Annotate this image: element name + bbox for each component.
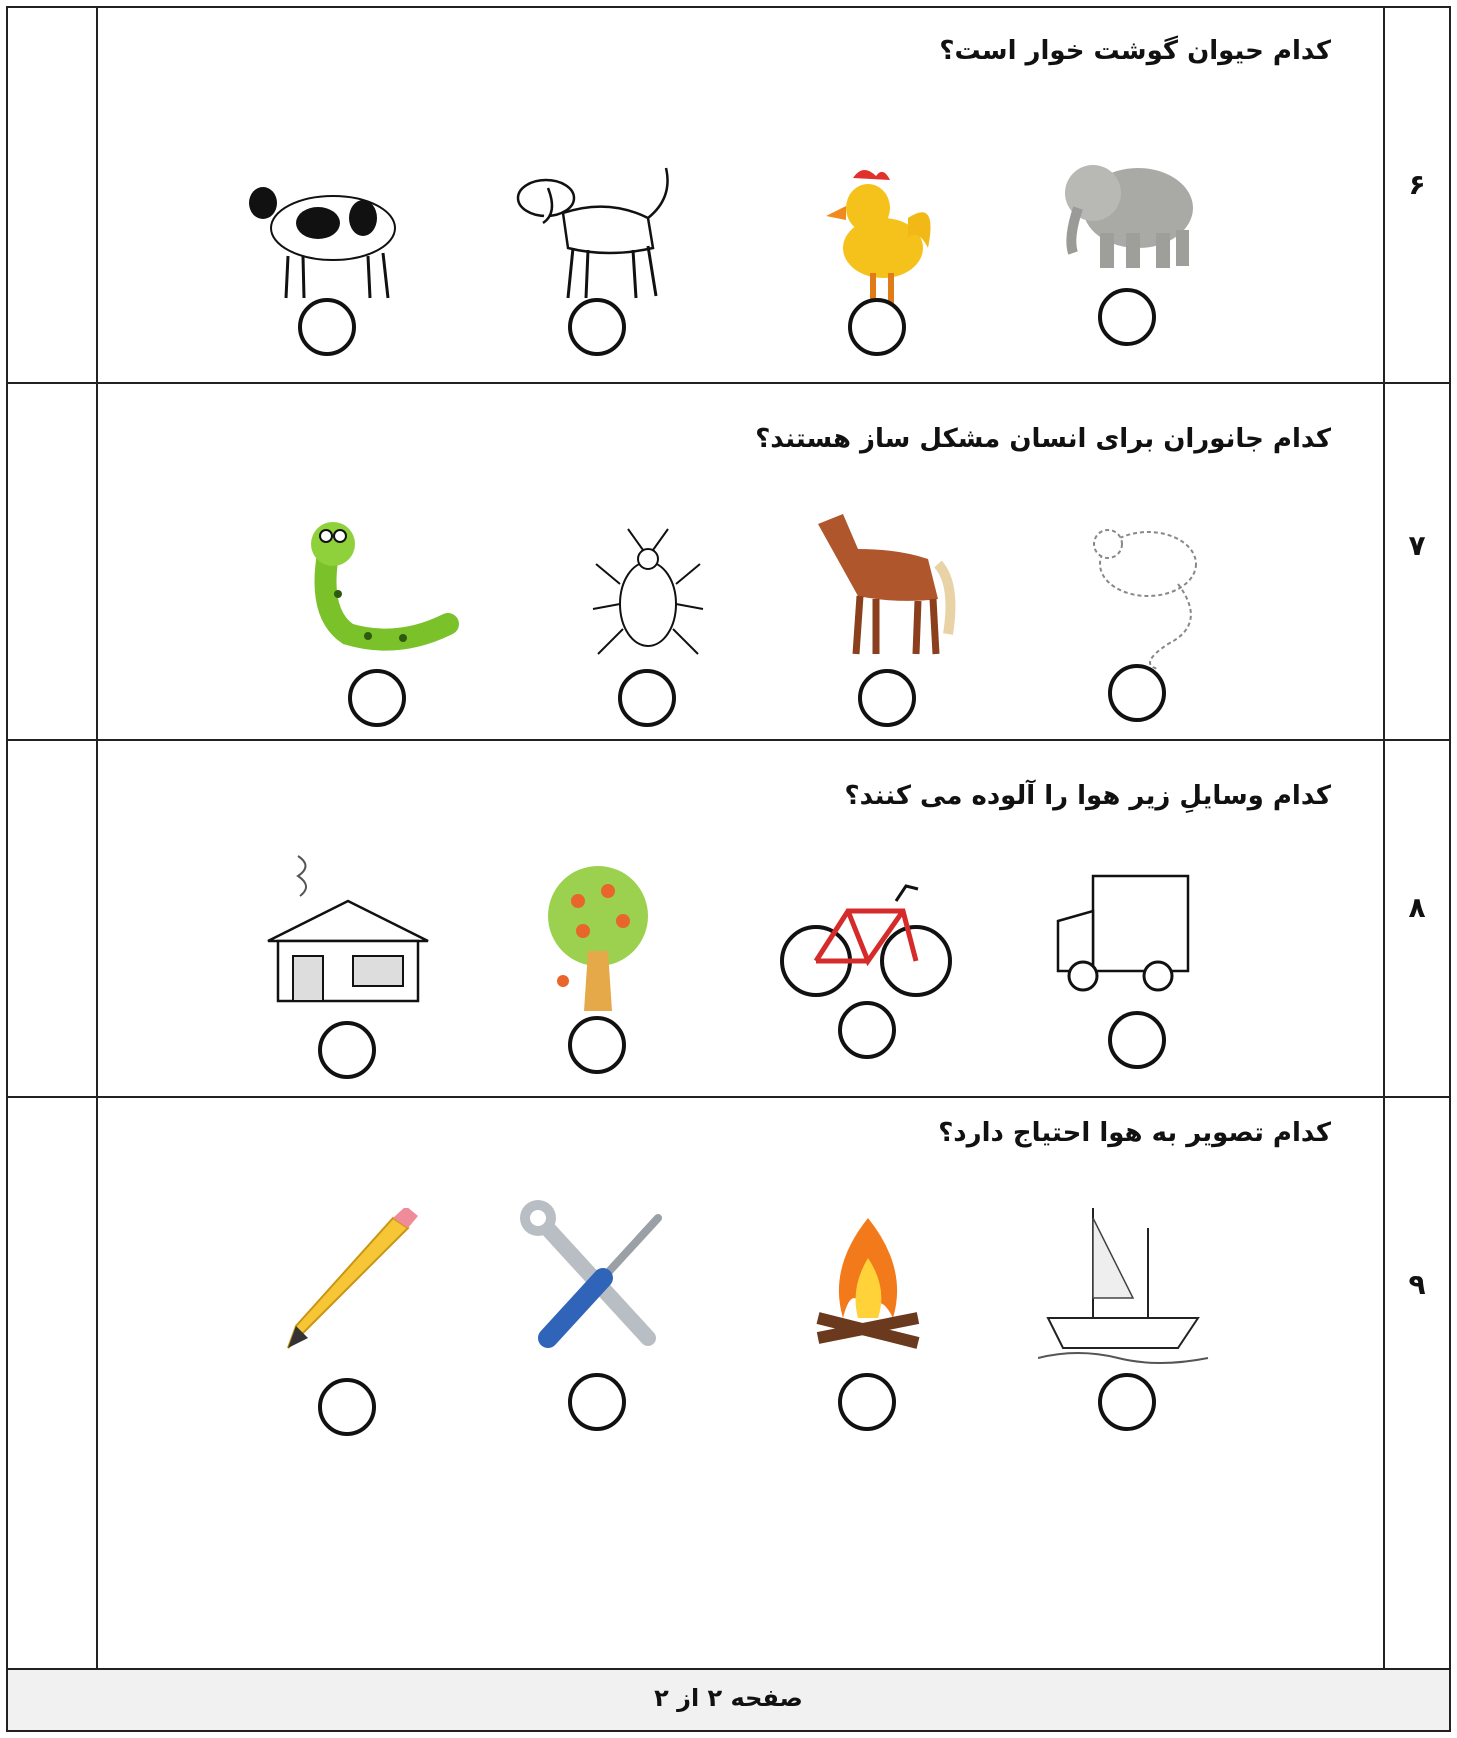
option-house [258,851,438,1111]
option-snake [288,514,468,774]
house-chimney-icon [258,851,438,1021]
answer-circle[interactable] [1108,1011,1166,1069]
answer-circle[interactable] [318,1021,376,1079]
option-truck [1048,871,1228,1131]
horse-icon [798,504,978,674]
tree-icon [508,861,688,1031]
question-number: ۸ [1408,891,1426,924]
worksheet [6,6,1451,1732]
answer-circle[interactable] [1098,1373,1156,1431]
question-number: ۹ [1408,1268,1426,1301]
option-pencil [258,1208,438,1468]
question-row-6 [8,8,1449,382]
answer-circle[interactable] [838,1373,896,1431]
question-row-7 [8,384,1449,739]
option-mouse [1048,504,1228,764]
tools-icon [508,1198,688,1368]
answer-circle[interactable] [858,669,916,727]
campfire-icon [778,1208,958,1378]
answer-circle[interactable] [348,669,406,727]
steamship-icon [1038,1198,1218,1368]
question-number: ۷ [1408,529,1426,562]
answer-circle[interactable] [568,1016,626,1074]
option-campfire [778,1208,958,1468]
option-steamship [1038,1198,1218,1458]
answer-circle[interactable] [318,1378,376,1436]
answer-circle[interactable] [1108,664,1166,722]
option-tree [508,861,688,1121]
snake-icon [288,514,468,684]
option-dog [508,158,688,418]
option-elephant [1038,138,1218,398]
option-rooster [788,158,968,418]
question-text: کدام حیوان گوشت خوار است؟ [939,36,1331,66]
answer-circle[interactable] [298,298,356,356]
pencil-icon [258,1208,438,1378]
question-text: کدام تصویر به هوا احتیاج دارد؟ [938,1118,1331,1148]
question-row-9 [8,1098,1449,1598]
question-text: کدام وسایلِ زیر هوا را آلوده می کنند؟ [844,781,1331,811]
answer-circle[interactable] [568,298,626,356]
answer-circle[interactable] [618,669,676,727]
question-row-8 [8,741,1449,1096]
page-footer [8,1668,1449,1730]
option-tools [508,1198,688,1458]
answer-circle[interactable] [848,298,906,356]
mouse-icon [1048,504,1228,674]
answer-circle[interactable] [838,1001,896,1059]
question-text: کدام جانوران برای انسان مشکل ساز هستند؟ [755,424,1331,454]
option-bicycle [778,871,958,1131]
elephant-icon [1038,138,1218,308]
question-number: ۶ [1408,168,1426,201]
option-horse [798,504,978,764]
page-number-text: صفحه ۲ از ۲ [654,1684,803,1712]
answer-circle[interactable] [1098,288,1156,346]
answer-circle[interactable] [568,1373,626,1431]
